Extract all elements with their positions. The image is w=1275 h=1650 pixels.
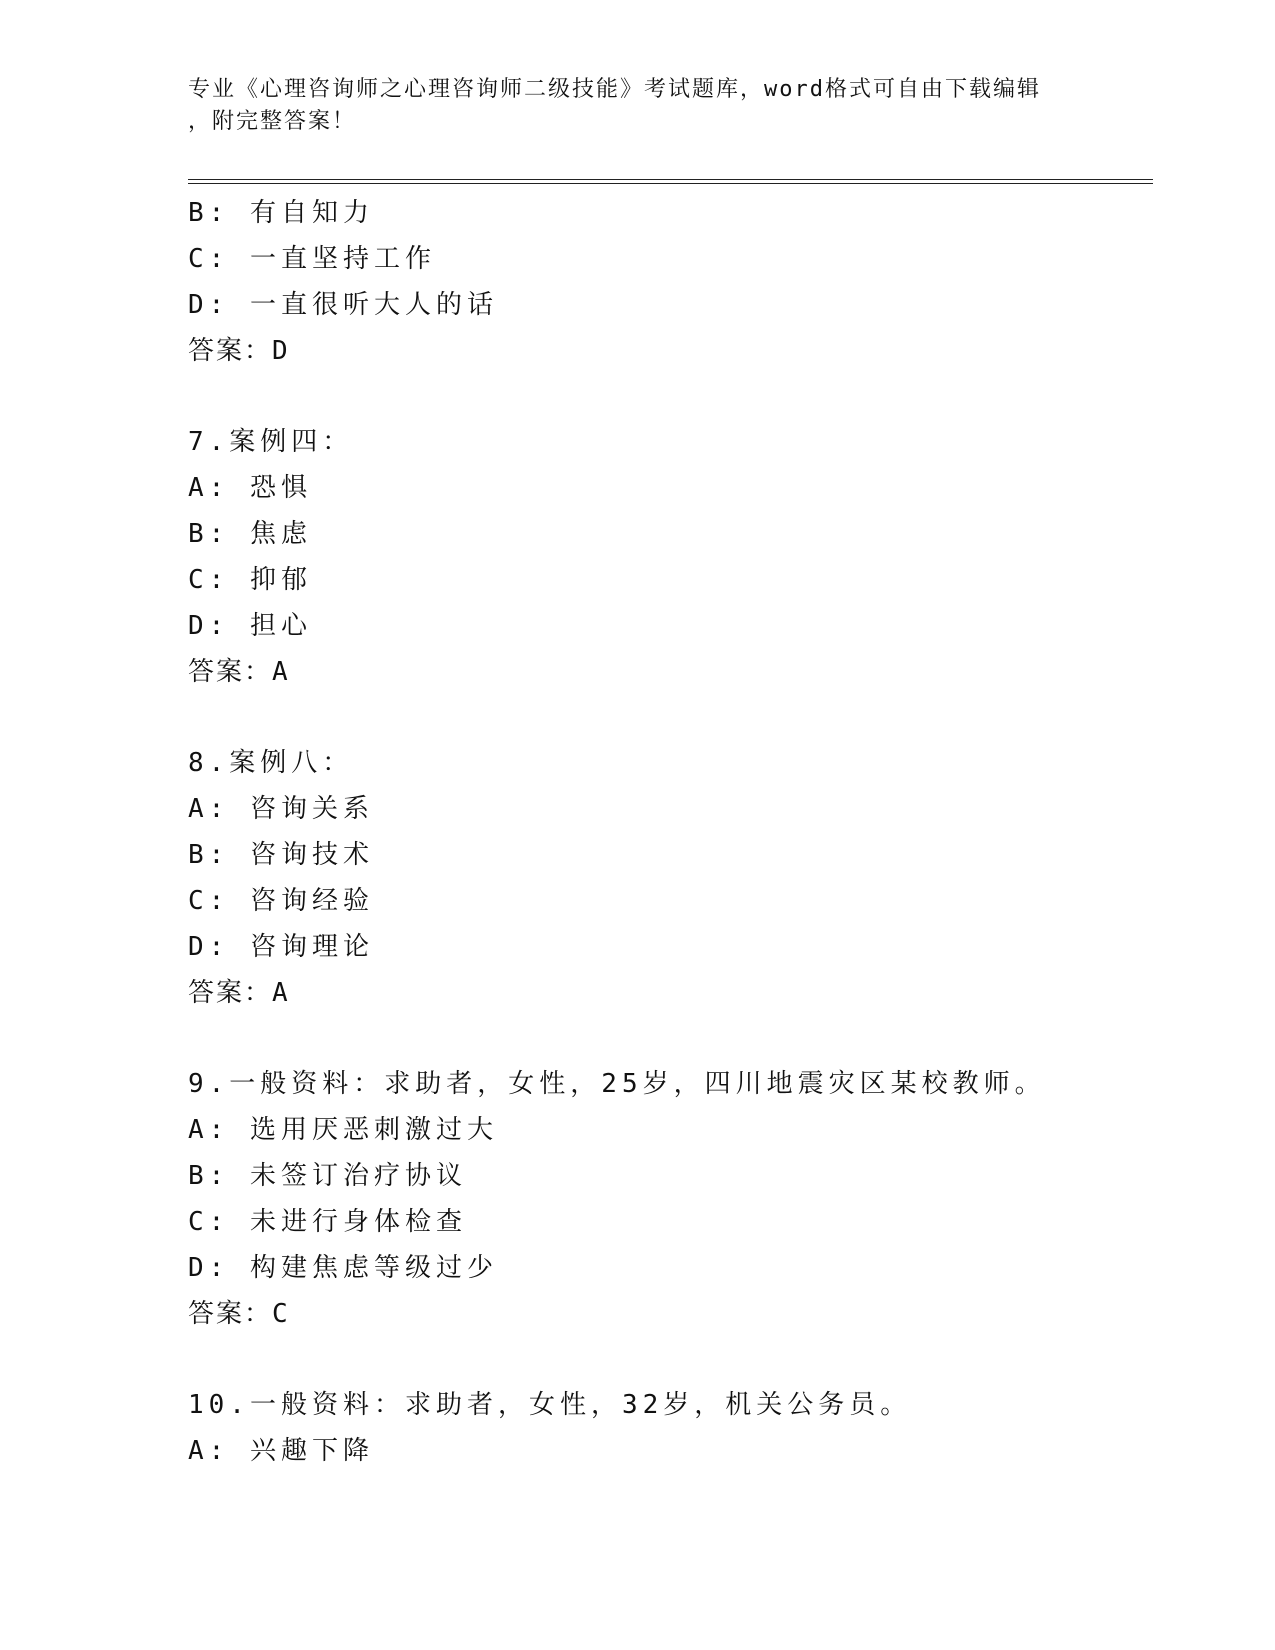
option-b: B: 未签订治疗协议 (188, 1161, 467, 1191)
option-c: C: 未进行身体检查 (188, 1207, 467, 1237)
answer-line: 答案：A (188, 657, 290, 687)
question-block (188, 190, 1148, 374)
option-c: C: 咨询经验 (188, 886, 374, 916)
option-c: C: 抑郁 (188, 565, 312, 595)
header-divider (188, 179, 1153, 184)
option-d: D: 构建焦虑等级过少 (188, 1253, 498, 1283)
option-a: A: 咨询关系 (188, 794, 374, 824)
answer-line: 答案：A (188, 978, 290, 1008)
question-block (188, 419, 1148, 695)
answer-line: 答案：C (188, 1299, 290, 1329)
question-block (188, 1061, 1148, 1337)
option-a: A: 兴趣下降 (188, 1436, 374, 1466)
option-d: D: 担心 (188, 611, 312, 641)
option-d: D: 一直很听大人的话 (188, 290, 498, 320)
question-stem: 10.一般资料：求助者，女性，32岁，机关公务员。 (188, 1390, 912, 1420)
option-b: B: 焦虑 (188, 519, 312, 549)
question-block (188, 1382, 1148, 1474)
question-stem: 9.一般资料：求助者，女性，25岁，四川地震灾区某校教师。 (188, 1069, 1046, 1099)
option-c: C: 一直坚持工作 (188, 244, 436, 274)
option-b: B: 有自知力 (188, 198, 374, 228)
question-block (188, 740, 1148, 1016)
header-title-line: 专业《心理咨询师之心理咨询师二级技能》考试题库，word格式可自由下载编辑 (188, 77, 1041, 102)
option-b: B: 咨询技术 (188, 840, 374, 870)
option-a: A: 选用厌恶刺激过大 (188, 1115, 498, 1145)
question-list (188, 190, 1148, 1474)
question-stem: 7.案例四： (188, 427, 354, 457)
option-a: A: 恐惧 (188, 473, 312, 503)
header-subtitle-line: ，附完整答案！ (188, 109, 357, 134)
answer-line: 答案：D (188, 336, 290, 366)
option-d: D: 咨询理论 (188, 932, 374, 962)
document-header (188, 74, 1068, 138)
question-stem: 8.案例八： (188, 748, 354, 778)
